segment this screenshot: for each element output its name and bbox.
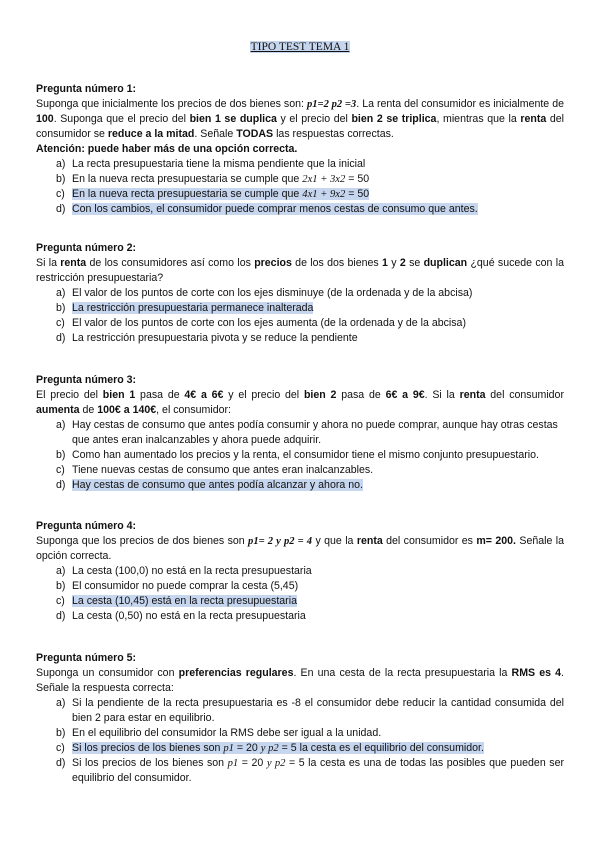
- question-1: [36, 82, 564, 217]
- option-3b[interactable]: b) Como han aumentado los precios y la renta, el consumidor tiene el mismo conjunto presupuestario.: [56, 449, 539, 461]
- question-4-stem: Suponga que los precios de dos bienes son p1= 2 y p2 = 4 y que la renta del consumidor es m= 200. Señale la opción correcta.: [36, 535, 565, 562]
- question-4: [36, 519, 564, 624]
- question-1-stem: Suponga que inicialmente los precios de dos bienes son: p1=2 p2 =3. La renta del consumidor es inicialmente de 100. Suponga que el precio del bien 1 se duplica y el precio del bien 2 se triplica, mientras que la renta del consumidor se reduce a la mitad. Señale TODAS las respuestas correctas.: [36, 98, 564, 140]
- option-2a[interactable]: a) El valor de los puntos de corte con los ejes disminuye (de la ordenada y de la abcisa): [56, 287, 473, 299]
- question-1-attention: Atención: puede haber más de una opción correcta.: [36, 143, 298, 155]
- option-1c[interactable]: c) En la nueva recta presupuestaria se cumple que 4x1 + 9x2 = 50: [56, 188, 370, 200]
- question-2: [36, 241, 564, 346]
- document-title: [0, 37, 600, 55]
- question-3-heading: Pregunta número 3:: [36, 374, 137, 386]
- question-5-options: [36, 696, 564, 786]
- option-1d[interactable]: d) Con los cambios, el consumidor puede comprar menos cestas de consumo que antes.: [56, 203, 478, 215]
- option-3a[interactable]: a) Hay cestas de consumo que antes podía consumir y ahora no puede comprar, aunque hay otras cestas que antes eran inalcanzables y ahora puede adquirir.: [56, 419, 558, 446]
- question-5-heading: Pregunta número 5:: [36, 652, 137, 664]
- question-2-stem: Si la renta de los consumidores así como los precios de los dos bienes 1 y 2 se duplican ¿qué sucede con la restricción presupuestaria?: [36, 257, 564, 284]
- option-4b[interactable]: b) El consumidor no puede comprar la cesta (5,45): [56, 580, 299, 592]
- option-1a[interactable]: a) La recta presupuestaria tiene la misma pendiente que la inicial: [56, 158, 366, 170]
- question-3: [36, 373, 564, 493]
- option-4a[interactable]: a) La cesta (100,0) no está en la recta presupuestaria: [56, 565, 312, 577]
- question-1-options: [36, 157, 564, 217]
- option-1b[interactable]: b) En la nueva recta presupuestaria se cumple que 2x1 + 3x2 = 50: [56, 173, 370, 185]
- option-2c[interactable]: c) El valor de los puntos de corte con los ejes aumenta (de la ordenada y de la abcisa): [56, 317, 466, 329]
- option-5a[interactable]: a) Si la pendiente de la recta presupuestaria es -8 el consumidor debe reducir la cantidad consumida del bien 2 para estar en equilibrio.: [56, 697, 564, 724]
- option-3c[interactable]: c) Tiene nuevas cestas de consumo que antes eran inalcanzables.: [56, 464, 374, 476]
- option-5b[interactable]: b) En el equilibrio del consumidor la RMS debe ser igual a la unidad.: [56, 727, 382, 739]
- question-5-stem: Suponga un consumidor con preferencias regulares. En una cesta de la recta presupuestaria la RMS es 4. Señale la respuesta correcta:: [36, 667, 564, 694]
- option-2b[interactable]: b) La restricción presupuestaria permanece inalterada: [56, 302, 314, 314]
- option-5c[interactable]: c) Si los precios de los bienes son p1 = 20 y p2 = 5 la cesta es el equilibrio del consumidor.: [56, 742, 484, 754]
- question-4-options: [36, 564, 564, 624]
- question-3-options: [36, 418, 564, 493]
- document-title-text: TIPO TEST TEMA 1: [250, 41, 350, 53]
- option-4d[interactable]: d) La cesta (0,50) no está en la recta presupuestaria: [56, 610, 306, 622]
- question-4-heading: Pregunta número 4:: [36, 520, 137, 532]
- question-2-heading: Pregunta número 2:: [36, 242, 137, 254]
- option-4c[interactable]: c) La cesta (10,45) está en la recta presupuestaria: [56, 595, 297, 607]
- option-5d[interactable]: d) Si los precios de los bienes son p1 = 20 y p2 = 5 la cesta es una de todas las posibles que pueden ser equilibrio del consumidor.: [56, 757, 564, 784]
- question-5: [36, 651, 564, 786]
- question-2-options: [36, 286, 564, 346]
- question-1-heading: Pregunta número 1:: [36, 83, 137, 95]
- option-2d[interactable]: d) La restricción presupuestaria pivota y se reduce la pendiente: [56, 332, 358, 344]
- option-3d[interactable]: d) Hay cestas de consumo que antes podía alcanzar y ahora no.: [56, 479, 363, 491]
- question-3-stem: El precio del bien 1 pasa de 4€ a 6€ y el precio del bien 2 pasa de 6€ a 9€. Si la renta del consumidor aumenta de 100€ a 140€, el consumidor:: [36, 389, 564, 416]
